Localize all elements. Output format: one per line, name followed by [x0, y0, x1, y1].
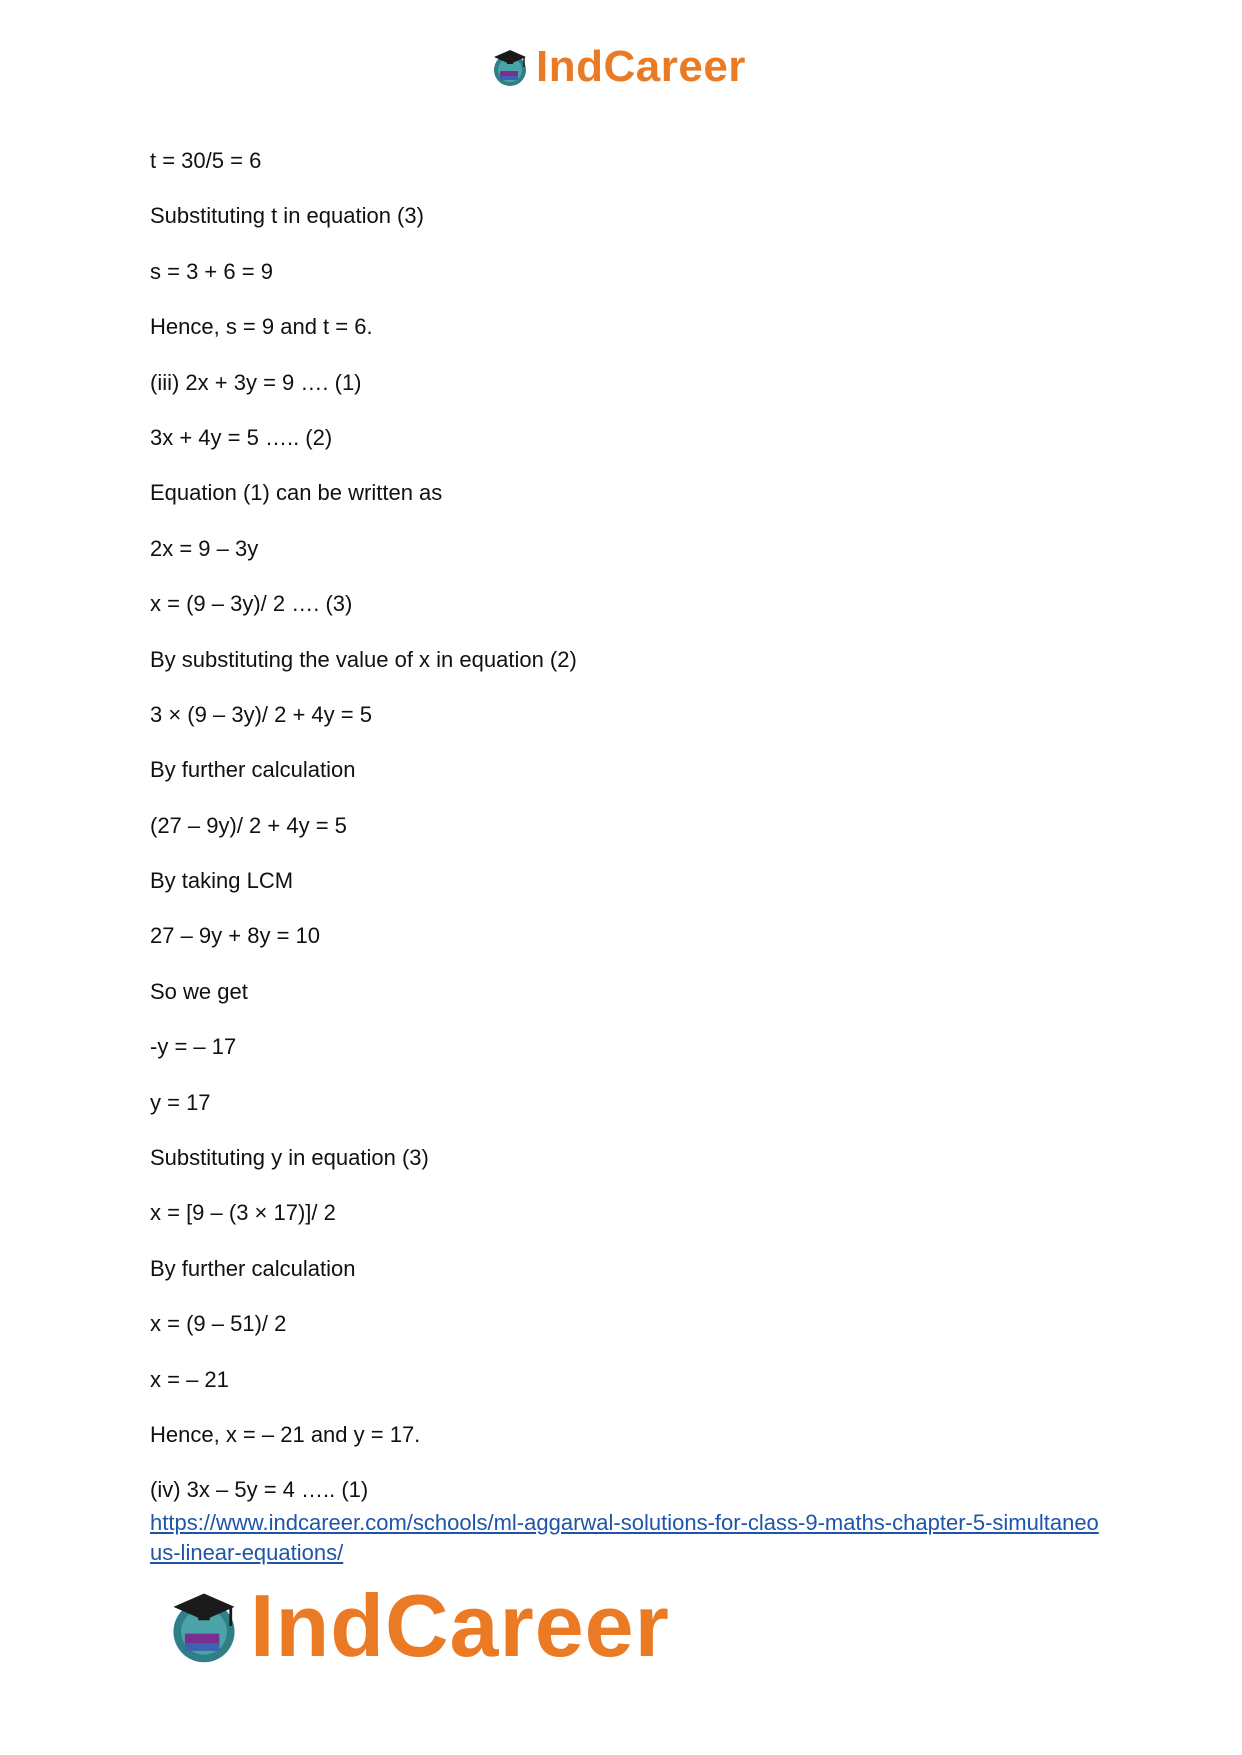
footer-logo-text: IndCareer	[250, 1576, 670, 1675]
graduation-cap-globe-icon	[162, 1584, 246, 1668]
text-line: -y = – 17	[150, 1034, 237, 1060]
text-line: x = – 21	[150, 1366, 229, 1392]
text-line: (iv) 3x – 5y = 4 ….. (1)	[150, 1477, 369, 1503]
text-line: y = 17	[150, 1089, 211, 1115]
text-line: 27 – 9y + 8y = 10	[150, 923, 321, 949]
text-line: 2x = 9 – 3y	[150, 535, 259, 561]
text-line: So we get	[150, 978, 248, 1004]
text-line: By taking LCM	[150, 868, 294, 894]
text-line: x = (9 – 3y)/ 2 …. (3)	[150, 591, 353, 617]
footer-logo	[162, 1578, 670, 1674]
text-line: 3x + 4y = 5 ….. (2)	[150, 424, 333, 450]
text-line: t = 30/5 = 6	[150, 148, 262, 173]
text-line: 3 × (9 – 3y)/ 2 + 4y = 5	[150, 701, 372, 727]
text-line: x = [9 – (3 × 17)]/ 2	[150, 1200, 336, 1226]
text-line: x = (9 – 51)/ 2	[150, 1311, 287, 1337]
text-line: Equation (1) can be written as	[150, 480, 443, 506]
text-line: Hence, s = 9 and t = 6.	[150, 314, 373, 340]
text-line: s = 3 + 6 = 9	[150, 258, 273, 284]
text-line: Substituting y in equation (3)	[150, 1145, 429, 1171]
text-line: Hence, x = – 21 and y = 17.	[150, 1421, 421, 1447]
text-line: By substituting the value of x in equation (2)	[150, 646, 577, 672]
text-line: By further calculation	[150, 757, 356, 783]
text-line: (iii) 2x + 3y = 9 …. (1)	[150, 369, 362, 395]
header-logo-text: IndCareer	[536, 42, 746, 91]
header-logo	[488, 40, 746, 94]
text-line: (27 – 9y)/ 2 + 4y = 5	[150, 812, 347, 838]
text-line: Substituting t in equation (3)	[150, 203, 424, 229]
text-line: By further calculation	[150, 1255, 356, 1281]
source-link[interactable]: https://www.indcareer.com/schools/ml-aggarwal-solutions-for-class-9-maths-chapter-5-simultaneous-linear-equations/	[150, 1510, 1099, 1565]
document-body	[150, 148, 1110, 1503]
graduation-cap-globe-icon	[488, 45, 532, 89]
